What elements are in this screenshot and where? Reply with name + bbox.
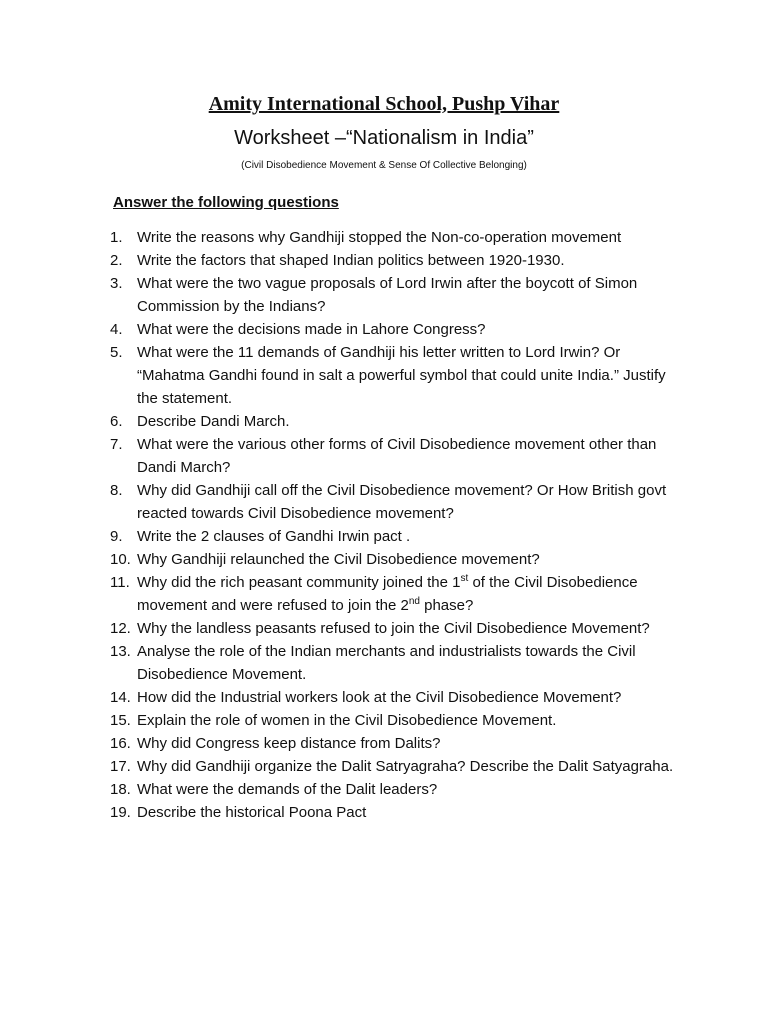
question-item [110, 732, 690, 755]
question-number: 6. [110, 413, 123, 430]
question-text: Why did Gandhiji organize the Dalit Satryagraha? Describe the Dalit Satyagraha. [137, 758, 674, 775]
question-text: Why did Congress keep distance from Dalits? [137, 735, 441, 752]
ordinal-suffix: st [460, 573, 469, 584]
question-text-part: of the Civil Disobedience movement and were refused to join the 2 [137, 574, 638, 614]
question-text: Describe Dandi March. [137, 413, 290, 430]
question-item [110, 272, 690, 318]
question-text: What were the decisions made in Lahore Congress? [137, 321, 486, 338]
question-item [110, 410, 690, 433]
question-number: 12. [110, 620, 131, 637]
ordinal-suffix: nd [408, 596, 420, 607]
question-text: What were the various other forms of Civil Disobedience movement other than Dandi March? [137, 436, 657, 476]
question-item [110, 571, 690, 617]
question-item [110, 709, 690, 732]
question-number: 8. [110, 482, 123, 499]
question-item [110, 249, 690, 272]
question-number: 5. [110, 344, 123, 361]
question-number: 13. [110, 643, 131, 660]
instructions-heading: Answer the following questions [113, 194, 339, 211]
question-item [110, 433, 690, 479]
question-text: Describe the historical Poona Pact [137, 804, 367, 821]
question-item [110, 318, 690, 341]
question-text: Explain the role of women in the Civil Disobedience Movement. [137, 712, 557, 729]
question-item [110, 341, 690, 410]
worksheet-subtitle: (Civil Disobedience Movement & Sense Of Collective Belonging) [241, 160, 527, 171]
question-number: 16. [110, 735, 131, 752]
question-text: Why the landless peasants refused to join the Civil Disobedience Movement? [137, 620, 650, 637]
question-item [110, 525, 690, 548]
question-number: 1. [110, 229, 123, 246]
question-number: 17. [110, 758, 131, 775]
question-text: Why did Gandhiji call off the Civil Disobedience movement? Or How British govt reacted towards Civil Disobedience movement? [137, 482, 667, 522]
question-text-part: phase? [419, 597, 474, 614]
question-item [110, 548, 690, 571]
question-number: 11. [110, 574, 130, 591]
question-item [110, 686, 690, 709]
question-number: 18. [110, 781, 131, 798]
question-item [110, 617, 690, 640]
question-list [110, 226, 690, 824]
question-text: What were the 11 demands of Gandhiji his letter written to Lord Irwin? Or “Mahatma Gandhi found in salt a powerful symbol that could unite India.” Justify the statement. [137, 344, 666, 407]
question-text: Write the factors that shaped Indian politics between 1920-1930. [137, 252, 565, 269]
question-item [110, 801, 690, 824]
question-text-part: Why did the rich peasant community joined the 1 [137, 574, 461, 591]
question-number: 19. [110, 804, 131, 821]
question-text: Write the 2 clauses of Gandhi Irwin pact . [137, 528, 411, 545]
question-text: What were the demands of the Dalit leaders? [137, 781, 438, 798]
question-number: 2. [110, 252, 123, 269]
question-number: 3. [110, 275, 123, 292]
question-number: 4. [110, 321, 123, 338]
question-text: Why Gandhiji relaunched the Civil Disobedience movement? [137, 551, 540, 568]
question-number: 15. [110, 712, 131, 729]
question-item [110, 479, 690, 525]
school-name: Amity International School, Pushp Vihar [208, 93, 560, 115]
question-number: 7. [110, 436, 123, 453]
question-text: What were the two vague proposals of Lord Irwin after the boycott of Simon Commission by the Indians? [137, 275, 638, 315]
question-item [110, 778, 690, 801]
question-item [110, 226, 690, 249]
question-item [110, 755, 690, 778]
question-number: 9. [110, 528, 123, 545]
question-text: Analyse the role of the Indian merchants and industrialists towards the Civil Disobedience Movement. [137, 643, 636, 683]
question-number: 10. [110, 551, 131, 568]
question-item [110, 640, 690, 686]
question-text: How did the Industrial workers look at the Civil Disobedience Movement? [137, 689, 622, 706]
question-number: 14. [110, 689, 131, 706]
question-text [137, 574, 638, 614]
question-text: Write the reasons why Gandhiji stopped the Non-co-operation movement [137, 229, 622, 246]
worksheet-title: Worksheet –“Nationalism in India” [234, 127, 534, 149]
